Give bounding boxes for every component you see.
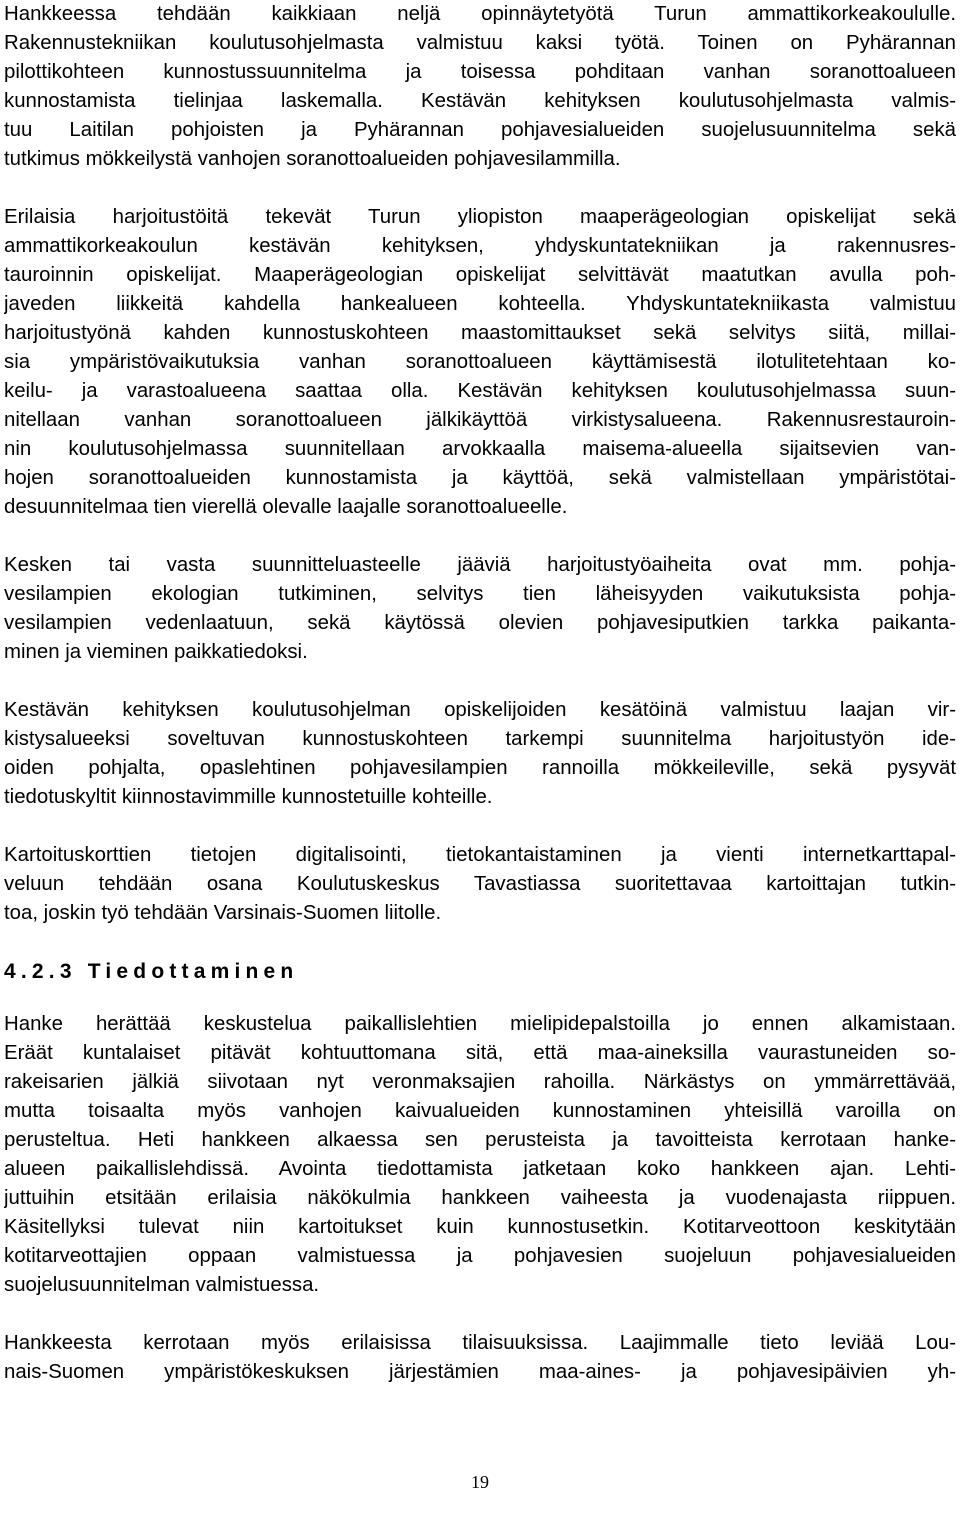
section-body-text <box>4 1010 956 1387</box>
text-line: Erilaisia harjoitustöitä tekevät Turun yliopiston maaperägeologian opiskelijat sekä <box>4 206 956 228</box>
text-line: Hankkeesta kerrotaan myös erilaisissa tilaisuuksissa. Laajimmalle tieto leviää Lou- <box>4 1332 956 1354</box>
text-line: hojen soranottoalueiden kunnostamista ja käyttöä, sekä valmistellaan ympäristötai- <box>4 467 956 489</box>
text-line: tuu Laitilan pohjoisten ja Pyhärannan pohjavesialueiden suojelusuunnitelma sekä <box>4 119 956 141</box>
paragraph-gap <box>4 667 956 696</box>
text-line: desuunnitelmaa tien vierellä olevalle laajalle soranottoalueelle. <box>4 496 568 518</box>
text-line: Käsitellyksi tulevat niin kartoitukset kuin kunnostusetkin. Kotitarveottoon keskitytään <box>4 1216 956 1238</box>
heading-gap <box>4 987 956 1010</box>
text-line: rakeisarien jälkiä siivotaan nyt veronmaksajien rahoilla. Närkästys on ymmärrettävää, <box>4 1071 956 1093</box>
paragraph-gap <box>4 1300 956 1329</box>
paragraph <box>4 1010 956 1300</box>
text-line: pilottikohteen kunnostussuunnitelma ja toisessa pohditaan vanhan soranottoalueen <box>4 61 956 83</box>
paragraph-gap <box>4 174 956 203</box>
text-line: nais-Suomen ympäristökeskuksen järjestämien maa-aines- ja pohjavesipäivien yh- <box>4 1361 956 1383</box>
text-line: mutta toisaalta myös vanhojen kaivualueiden kunnostaminen yhteisillä varoilla on <box>4 1100 956 1122</box>
text-line: Rakennustekniikan koulutusohjelmasta valmistuu kaksi työtä. Toinen on Pyhärannan <box>4 32 956 54</box>
paragraph <box>4 841 956 928</box>
text-line: veluun tehdään osana Koulutuskeskus Tavastiassa suoritettavaa kartoittajan tutkin- <box>4 873 956 895</box>
text-line: kunnostamista tielinjaa laskemalla. Kestävän kehityksen koulutusohjelmasta valmis- <box>4 90 956 112</box>
text-line: minen ja vieminen paikkatiedoksi. <box>4 641 308 663</box>
text-line: vesilampien ekologian tutkiminen, selvitys tien läheisyyden vaikutuksista pohja- <box>4 583 956 605</box>
text-line: Kartoituskorttien tietojen digitalisointi, tietokantaistaminen ja vienti internetkarttapal- <box>4 844 956 866</box>
body-text <box>4 0 956 928</box>
paragraph <box>4 1329 956 1387</box>
text-line: kistysalueeksi soveltuvan kunnostuskohteen tarkempi suunnitelma harjoitustyön ide- <box>4 728 956 750</box>
text-line: nin koulutusohjelmassa suunnitellaan arvokkaalla maisema-alueella sijaitsevien van- <box>4 438 956 460</box>
paragraph <box>4 551 956 667</box>
paragraph <box>4 696 956 812</box>
section-heading: 4.2.3 Tiedottaminen <box>4 960 299 983</box>
text-line: juttuihin etsitään erilaisia näkökulmia hankkeen vaiheesta ja vuodenajasta riippuen. <box>4 1187 956 1209</box>
text-line: toa, joskin työ tehdään Varsinais-Suomen liitolle. <box>4 902 442 924</box>
text-line: alueen paikallislehdissä. Avointa tiedottamista jatketaan koko hankkeen ajan. Lehti- <box>4 1158 956 1180</box>
text-line: tauroinnin opiskelijat. Maaperägeologian opiskelijat selvittävät maatutkan avulla poh- <box>4 264 956 286</box>
text-line: suojelusuunnitelman valmistuessa. <box>4 1274 320 1296</box>
text-line: tiedotuskyltit kiinnostavimmille kunnostetuille kohteille. <box>4 786 493 808</box>
text-line: harjoitustyönä kahden kunnostuskohteen maastomittaukset sekä selvitys siitä, millai- <box>4 322 956 344</box>
text-line: tutkimus mökkeilystä vanhojen soranottoalueiden pohjavesilammilla. <box>4 148 621 170</box>
text-line: nitellaan vanhan soranottoalueen jälkikäyttöä virkistysalueena. Rakennusrestauroin- <box>4 409 956 431</box>
text-line: sia ympäristövaikutuksia vanhan soranottoalueen käyttämisestä ilotulitetehtaan ko- <box>4 351 956 373</box>
section-gap <box>4 928 956 957</box>
text-line: kotitarveottajien oppaan valmistuessa ja pohjavesien suojeluun pohjavesialueiden <box>4 1245 956 1267</box>
text-line: Eräät kuntalaiset pitävät kohtuuttomana sitä, että maa-aineksilla vaurastuneiden so- <box>4 1042 956 1064</box>
paragraph-gap <box>4 812 956 841</box>
text-line: javeden liikkeitä kahdella hankealueen kohteella. Yhdyskuntatekniikasta valmistuu <box>4 293 956 315</box>
text-line: keilu- ja varastoalueena saattaa olla. Kestävän kehityksen koulutusohjelmassa suun- <box>4 380 956 402</box>
text-line: Kesken tai vasta suunnitteluasteelle jääviä harjoitustyöaiheita ovat mm. pohja- <box>4 554 956 576</box>
page-number: 19 <box>471 1472 489 1492</box>
text-line: Hanke herättää keskustelua paikallislehtien mielipidepalstoilla jo ennen alkamistaan. <box>4 1013 956 1035</box>
paragraph <box>4 0 956 174</box>
text-line: Hankkeessa tehdään kaikkiaan neljä opinnäytetyötä Turun ammattikorkeakoululle. <box>4 3 956 25</box>
paragraph-gap <box>4 522 956 551</box>
text-line: Kestävän kehityksen koulutusohjelman opiskelijoiden kesätöinä valmistuu laajan vir- <box>4 699 956 721</box>
text-line: oiden pohjalta, opaslehtinen pohjavesilampien rannoilla mökkeileville, sekä pysyvät <box>4 757 956 779</box>
text-line: perusteltua. Heti hankkeen alkaessa sen perusteista ja tavoitteista kerrotaan hanke- <box>4 1129 956 1151</box>
text-line: vesilampien vedenlaatuun, sekä käytössä olevien pohjavesiputkien tarkka paikanta- <box>4 612 956 634</box>
paragraph <box>4 203 956 522</box>
text-line: ammattikorkeakoulun kestävän kehityksen, yhdyskuntatekniikan ja rakennusres- <box>4 235 956 257</box>
